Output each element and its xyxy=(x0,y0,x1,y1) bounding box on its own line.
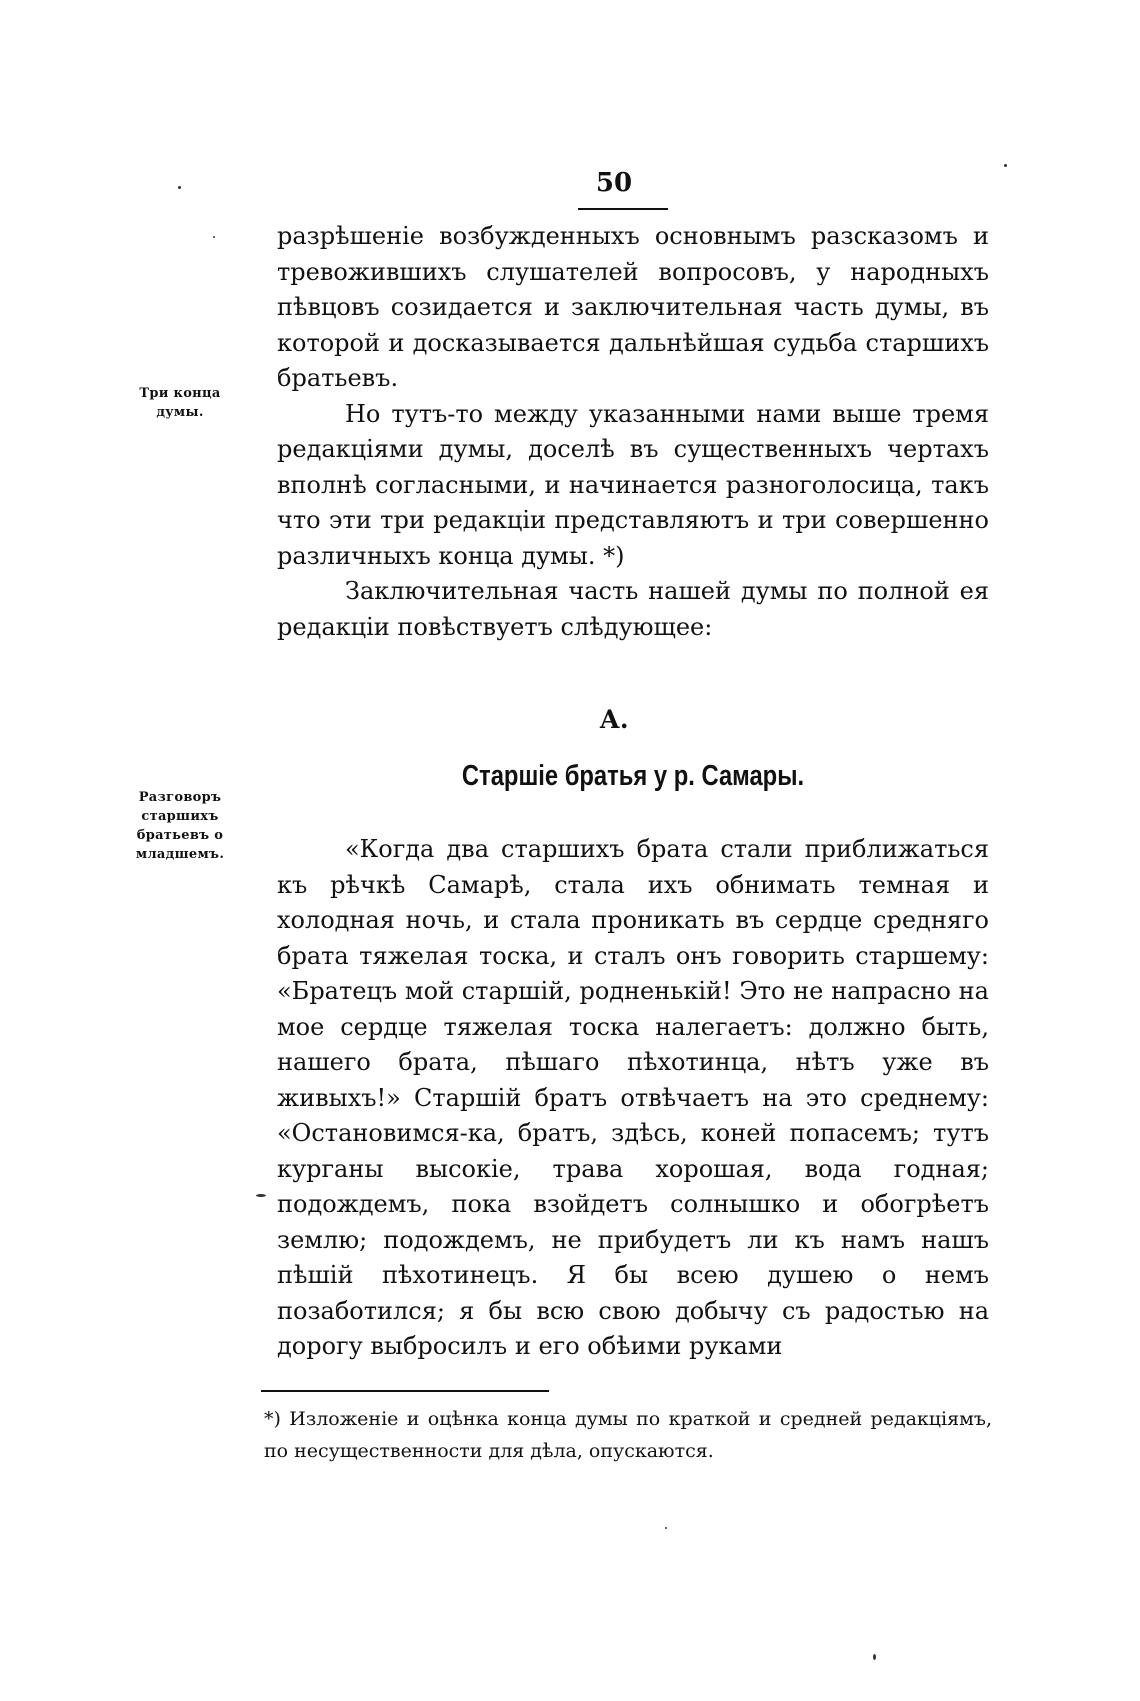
margin-note-conversation: Разговоръ старшихъ братьевъ о младшемъ. xyxy=(135,790,225,862)
scan-speck xyxy=(178,186,181,189)
scan-speck xyxy=(213,236,215,238)
scan-speck xyxy=(665,1527,667,1529)
footnote-rule xyxy=(261,1390,549,1392)
page-number-underline xyxy=(578,208,668,210)
page-number: 50 xyxy=(595,168,633,198)
main-text-upper xyxy=(277,219,989,645)
scan-speck xyxy=(873,1654,876,1660)
paragraph-dialogue: «Когда два старшихъ брата стали приближаться къ рѣчкѣ Самарѣ, стала ихъ обнимать темная и холодная ночь, и стала проникать въ сердце средняго брата тяжелая тоска, и сталъ онъ говорить старшему: «Братецъ мой старшій, родненькій! Это не напрасно на мое сердце тяжелая тоска налегаетъ: должно быть, нашего брата, пѣшаго пѣхотинца, нѣтъ уже въ живыхъ!» Старшій братъ отвѣчаетъ на это среднему: «Остановимся-ка, братъ, здѣсь, коней попасемъ; тутъ курганы высокіе, трава хорошая, вода годная; подождемъ, пока взойдетъ солнышко и обогрѣетъ землю; подождемъ, не прибудетъ ли къ намъ нашъ пѣшій пѣхотинецъ. Я бы всею душею о немъ позаботился; я бы всю свою добычу съ радостью на дорогу выбросилъ и его обѣими руками xyxy=(277,835,989,1360)
paragraph-final-part: Заключительная часть нашей думы по полной ея редакціи повѣствуетъ слѣдующее: xyxy=(277,577,989,641)
footnote: *) Изложеніе и оцѣнка конца думы по краткой и средней редакціямъ, по несущественности для дѣла, опускаются. xyxy=(264,1408,992,1462)
paragraph-three-editions: Но тутъ-то между указанными нами выше тремя редакціями думы, доселѣ въ существенныхъ чертахъ вполнѣ согласными, и начинается разноголосица, такъ что эти три редакціи представляютъ и три совершенно различныхъ конца думы. *) xyxy=(277,399,989,570)
main-text-lower xyxy=(277,832,989,1365)
section-letter: А. xyxy=(599,705,629,734)
scan-speck xyxy=(1004,164,1007,167)
margin-note-three-endings: Три конца думы. xyxy=(139,386,221,420)
scan-speck xyxy=(256,1194,266,1197)
section-title: Старшіе братья у р. Самары. xyxy=(461,760,805,792)
paragraph-continuation: разрѣшеніе возбужденныхъ основнымъ разсказомъ и тревожившихъ слушателей вопросовъ, у народныхъ пѣвцовъ созидается и заключительная часть думы, въ которой и досказывается дальнѣйшая судьба старшихъ братьевъ. xyxy=(277,222,989,392)
